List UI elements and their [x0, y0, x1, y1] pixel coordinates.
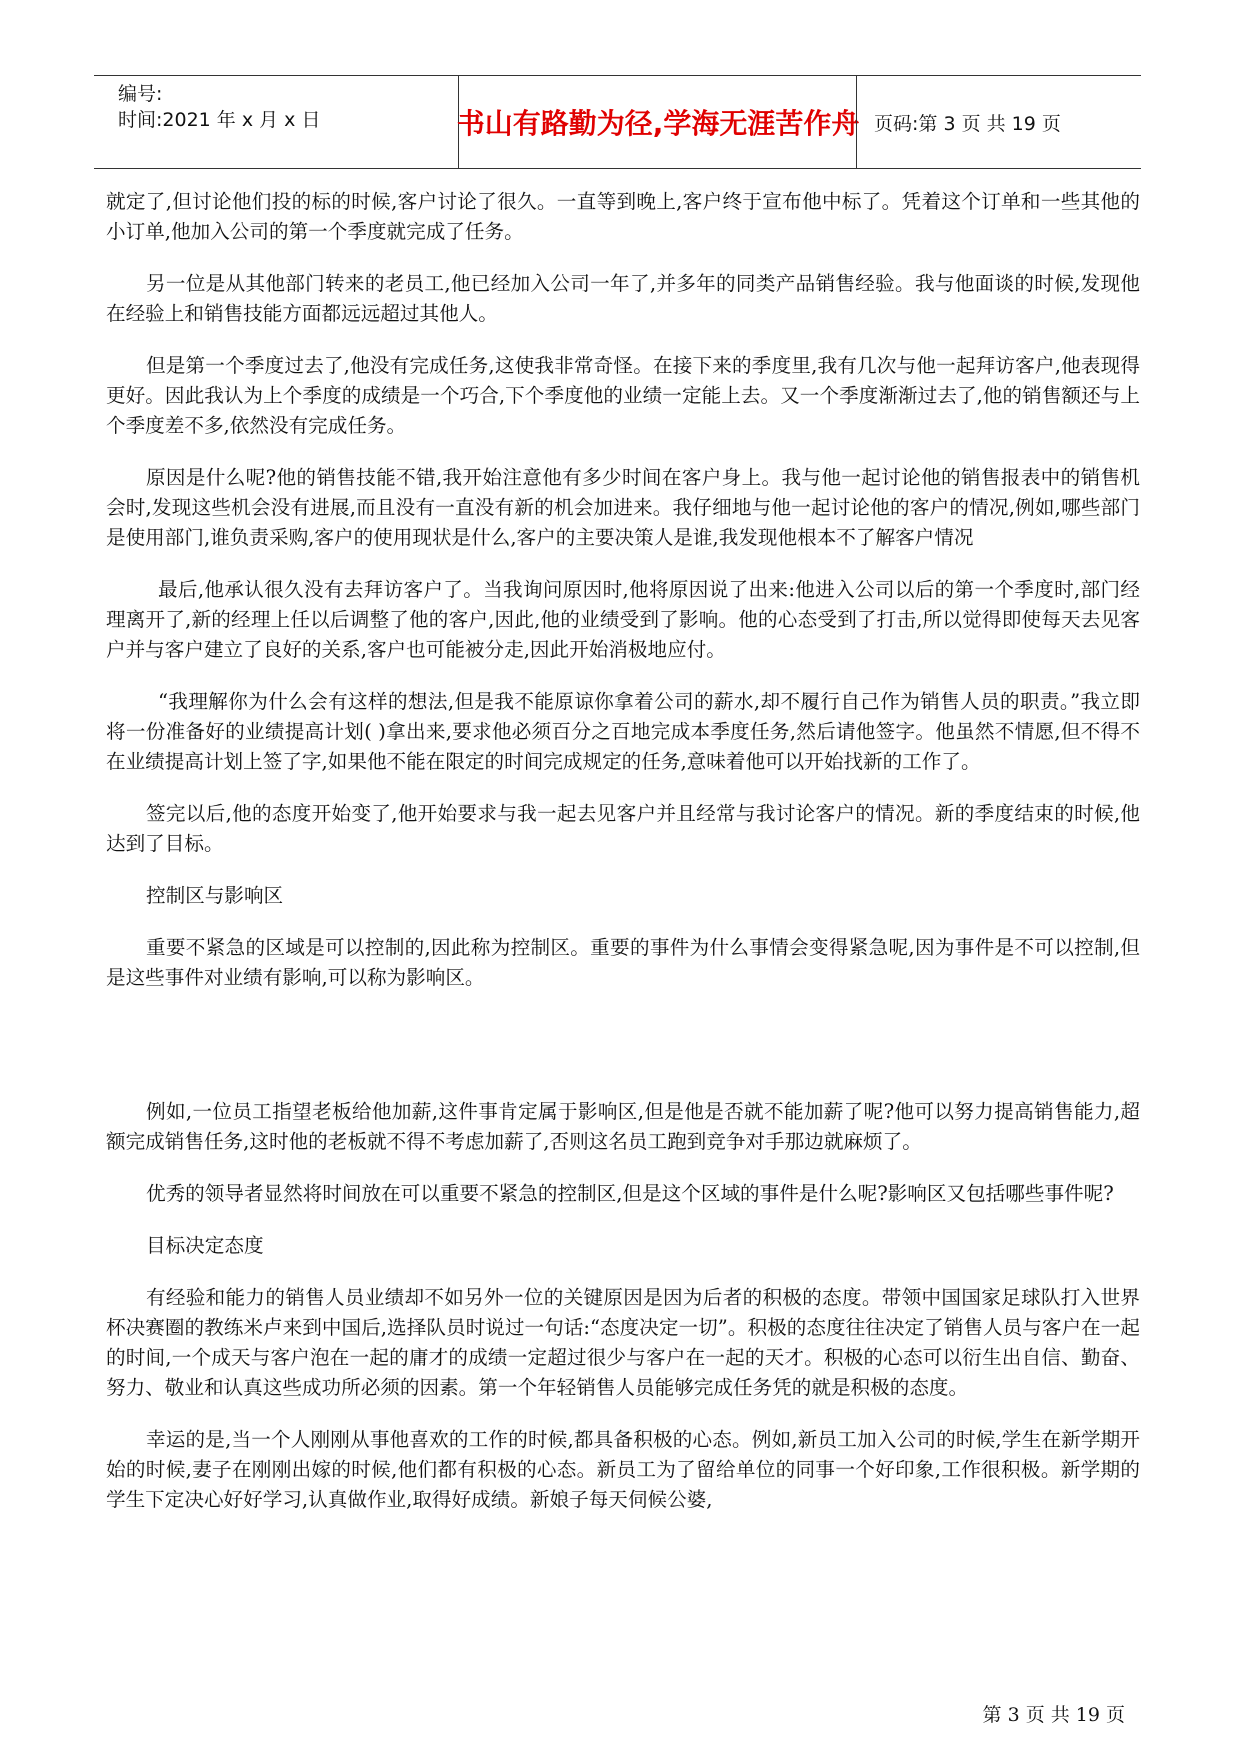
paragraph: 幸运的是,当一个人刚刚从事他喜欢的工作的时候,都具备积极的心态。例如,新员工加入公司的时候,学生在新学期开始的时候,妻子在刚刚出嫁的时候,他们都有积极的心态。新员工为了留给单位的同事一个好印象,工作很积极。新学期的学生下定决心好好学习,认真做作业,取得好成绩。新娘子每天伺候公婆, — [106, 1428, 1140, 1511]
paragraph: 就定了,但讨论他们投的标的时候,客户讨论了很久。一直等到晚上,客户终于宣布他中标了。凭着这个订单和一些其他的小订单,他加入公司的第一个季度就完成了任务。 — [106, 190, 1140, 243]
section-heading: 控制区与影响区 — [146, 884, 284, 907]
section-heading: 目标决定态度 — [146, 1234, 264, 1257]
header-motto: 书山有路勤为径,学海无涯苦作舟 — [456, 107, 860, 140]
paragraph: 重要不紧急的区域是可以控制的,因此称为控制区。重要的事件为什么事情会变得紧急呢,因为事件是不可以控制,但是这些事件对业绩有影响,可以称为影响区。 — [106, 936, 1140, 989]
paragraph: 但是第一个季度过去了,他没有完成任务,这使我非常奇怪。在接下来的季度里,我有几次与他一起拜访客户,他表现得更好。因此我认为上个季度的成绩是一个巧合,下个季度他的业绩一定能上去。又一个季度渐渐过去了,他的销售额还与上个季度差不多,依然没有完成任务。 — [106, 354, 1140, 437]
header-divider — [856, 76, 857, 168]
document-number-label: 编号: — [118, 83, 163, 105]
header-page-number: 页码:第 3 页 共 19 页 — [874, 112, 1061, 135]
paragraph: 签完以后,他的态度开始变了,他开始要求与我一起去见客户并且经常与我讨论客户的情况。新的季度结束的时候,他达到了目标。 — [106, 802, 1140, 855]
paragraph: “我理解你为什么会有这样的想法,但是我不能原谅你拿着公司的薪水,却不履行自己作为销售人员的职责。”我立即将一份准备好的业绩提高计划( )拿出来,要求他必须百分之百地完成本季度任务,然后请他签字。他虽然不情愿,但不得不在业绩提高计划上签了字,如果他不能在限定的时间完成规定的任务,意味着他可以开始找新的工作了。 — [106, 690, 1140, 773]
paragraph: 优秀的领导者显然将时间放在可以重要不紧急的控制区,但是这个区域的事件是什么呢?影响区又包括哪些事件呢? — [146, 1182, 1114, 1205]
document-time-label: 时间:2021 年 x 月 x 日 — [118, 109, 321, 131]
page-header — [94, 75, 1141, 169]
paragraph: 最后,他承认很久没有去拜访客户了。当我询问原因时,他将原因说了出来:他进入公司以后的第一个季度时,部门经理离开了,新的经理上任以后调整了他的客户,因此,他的业绩受到了影响。他的心态受到了打击,所以觉得即使每天去见客户并与客户建立了良好的关系,客户也可能被分走,因此开始消极地应付。 — [106, 578, 1140, 661]
document-body — [106, 187, 1140, 1515]
paragraph: 有经验和能力的销售人员业绩却不如另外一位的关键原因是因为后者的积极的态度。带领中国国家足球队打入世界杯决赛圈的教练米卢来到中国后,选择队员时说过一句话:“态度决定一切”。积极的态度往往决定了销售人员与客户在一起的时间,一个成天与客户泡在一起的庸才的成绩一定超过很少与客户在一起的天才。积极的心态可以衍生出自信、勤奋、努力、敬业和认真这些成功所必须的因素。第一个年轻销售人员能够完成任务凭的就是积极的态度。 — [106, 1286, 1140, 1399]
header-meta — [118, 76, 458, 168]
paragraph: 另一位是从其他部门转来的老员工,他已经加入公司一年了,并多年的同类产品销售经验。我与他面谈的时候,发现他在经验上和销售技能方面都远远超过其他人。 — [106, 272, 1140, 325]
paragraph: 例如,一位员工指望老板给他加薪,这件事肯定属于影响区,但是他是否就不能加薪了呢?他可以努力提高销售能力,超额完成销售任务,这时他的老板就不得不考虑加薪了,否则这名员工跑到竞争对手那边就麻烦了。 — [106, 1100, 1140, 1153]
paragraph: 原因是什么呢?他的销售技能不错,我开始注意他有多少时间在客户身上。我与他一起讨论他的销售报表中的销售机会时,发现这些机会没有进展,而且没有一直没有新的机会加进来。我仔细地与他一起讨论他的客户的情况,例如,哪些部门是使用部门,谁负责采购,客户的使用现状是什么,客户的主要决策人是谁,我发现他根本不了解客户情况 — [106, 466, 1140, 549]
page-footer: 第 3 页 共 19 页 — [982, 1704, 1125, 1726]
